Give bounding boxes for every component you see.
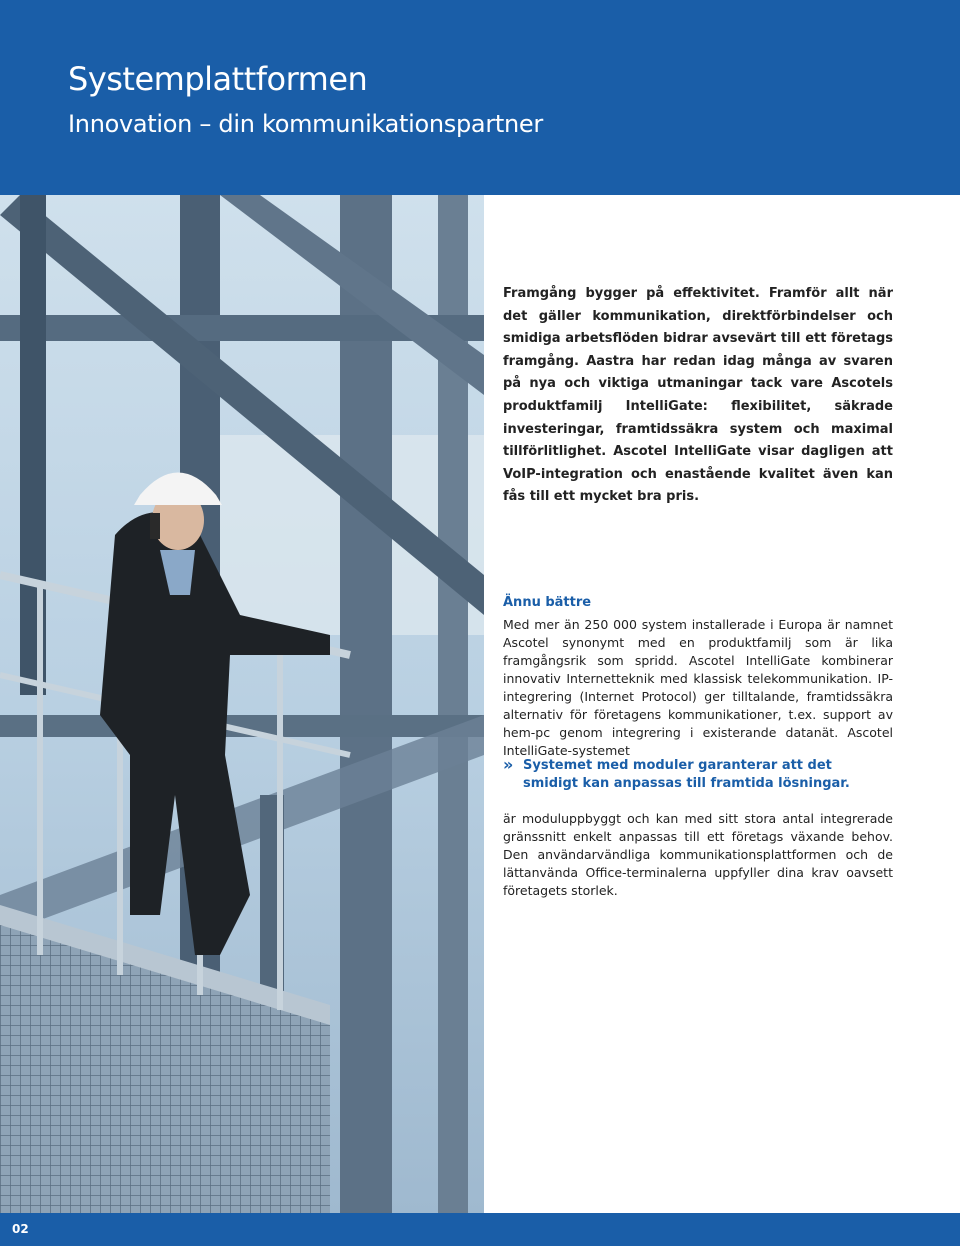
body-paragraph-2: är moduluppbyggt och kan med sitt stora antal integrerade gränssnitt enkelt anpassas till ett företags växande behov. Den användarvändliga kommunikationsplattformen och de lättanvända Office-terminalerna uppfyller dina krav oavsett företagets storlek. [503, 811, 893, 898]
footer-bar [0, 1213, 960, 1246]
article-column [503, 283, 893, 898]
body-paragraph-1: Med mer än 250 000 system installerade i Europa är namnet Ascotel synonymt med en produktfamilj som är lika framgångsrik som spridd. Ascotel IntelliGate kombinerar innovativ Internetteknik med klassisk telekommunikation. IP-integrering (Internet Protocol) ger tilltalande, framtidssäkra alternativ för företagens kommunikationer, t.ex. support av hem-pc genom integrering i existerande datanät. Ascotel IntelliGate-systemet [503, 617, 893, 758]
pull-quote [503, 757, 893, 793]
double-chevron-icon: » [503, 755, 514, 774]
intro-paragraph: Framgång bygger på effektivitet. Framför allt när det gäller kommunikation, direktförbindelser och smidiga arbetsflöden bidrar avsevärt till ett företags framgång. Aastra har redan idag många av svaren på nya och viktiga utmaningar tack vare Ascotels produktfamilj IntelliGate: flexibilitet, säkrade investeringar, framtidssäkra system och maximal tillförlitlighet. Ascotel IntelliGate visar dagligen att VoIP-integration och enastående kvalitet även kan fås till ett mycket bra pris. [503, 286, 893, 505]
hero-photo [0, 195, 484, 1213]
page-subtitle: Innovation – din kommunikationspartner [68, 110, 543, 138]
header-banner [0, 0, 960, 195]
page-title: Systemplattformen [68, 60, 368, 98]
page-number: 02 [12, 1222, 29, 1236]
industrial-worker-illustration [0, 195, 484, 1213]
section-heading: Ännu bättre [503, 595, 592, 610]
pull-quote-text: Systemet med moduler garanterar att det smidigt kan anpassas till framtida lösningar. [523, 758, 850, 791]
